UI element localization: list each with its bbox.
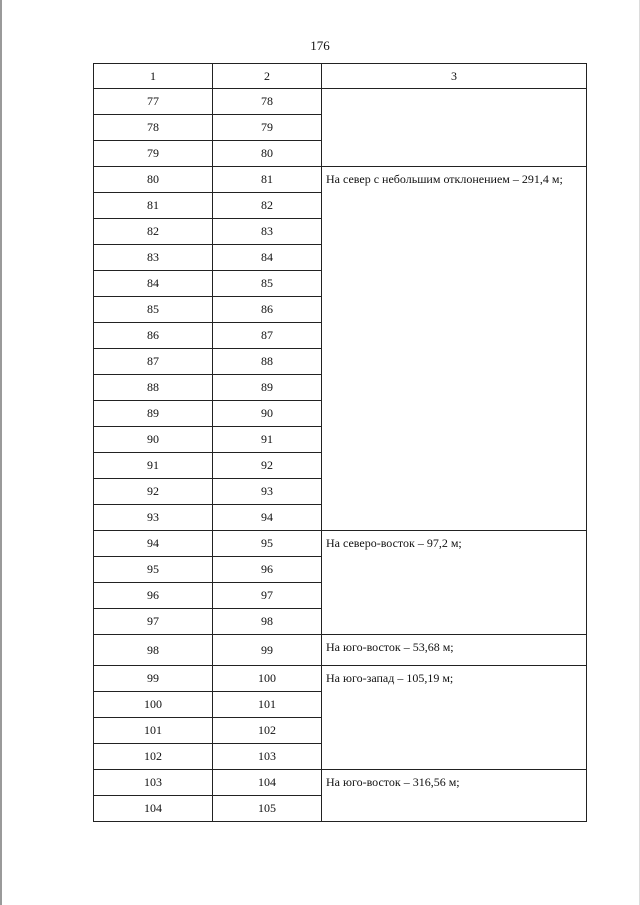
point-to-cell: 82 [213, 193, 322, 219]
point-to-cell: 78 [213, 89, 322, 115]
point-from-cell: 78 [94, 115, 213, 141]
direction-description-cell [322, 89, 587, 167]
point-from-cell: 90 [94, 427, 213, 453]
point-to-cell: 83 [213, 219, 322, 245]
point-to-cell: 94 [213, 505, 322, 531]
point-from-cell: 100 [94, 692, 213, 718]
point-from-cell: 98 [94, 635, 213, 666]
point-to-cell: 87 [213, 323, 322, 349]
point-to-cell: 92 [213, 453, 322, 479]
point-from-cell: 96 [94, 583, 213, 609]
point-from-cell: 104 [94, 796, 213, 822]
point-from-cell: 91 [94, 453, 213, 479]
point-from-cell: 95 [94, 557, 213, 583]
point-to-cell: 85 [213, 271, 322, 297]
direction-description-cell: На юго-восток – 316,56 м; [322, 770, 587, 822]
table-row [94, 89, 587, 115]
point-to-cell: 103 [213, 744, 322, 770]
point-from-cell: 82 [94, 219, 213, 245]
point-from-cell: 77 [94, 89, 213, 115]
direction-description-cell: На север с небольшим отклонением – 291,4 м; [322, 167, 587, 531]
scan-edge-left [0, 0, 2, 905]
point-from-cell: 80 [94, 167, 213, 193]
point-to-cell: 95 [213, 531, 322, 557]
point-to-cell: 98 [213, 609, 322, 635]
point-from-cell: 81 [94, 193, 213, 219]
point-to-cell: 97 [213, 583, 322, 609]
point-from-cell: 93 [94, 505, 213, 531]
point-to-cell: 81 [213, 167, 322, 193]
column-header: 1 [94, 64, 213, 89]
point-from-cell: 84 [94, 271, 213, 297]
point-to-cell: 79 [213, 115, 322, 141]
direction-description-cell: На юго-восток – 53,68 м; [322, 635, 587, 666]
direction-description-cell: На северо-восток – 97,2 м; [322, 531, 587, 635]
table-body [94, 89, 587, 822]
table-row [94, 666, 587, 692]
point-from-cell: 92 [94, 479, 213, 505]
point-to-cell: 89 [213, 375, 322, 401]
table-row [94, 167, 587, 193]
point-from-cell: 101 [94, 718, 213, 744]
point-to-cell: 88 [213, 349, 322, 375]
point-to-cell: 101 [213, 692, 322, 718]
point-to-cell: 93 [213, 479, 322, 505]
point-to-cell: 102 [213, 718, 322, 744]
point-to-cell: 90 [213, 401, 322, 427]
point-to-cell: 86 [213, 297, 322, 323]
table-header-row [94, 64, 587, 89]
point-to-cell: 100 [213, 666, 322, 692]
point-from-cell: 85 [94, 297, 213, 323]
point-from-cell: 88 [94, 375, 213, 401]
point-from-cell: 86 [94, 323, 213, 349]
table-row [94, 770, 587, 796]
direction-description-cell: На юго-запад – 105,19 м; [322, 666, 587, 770]
page-number: 176 [310, 38, 330, 53]
point-to-cell: 96 [213, 557, 322, 583]
point-from-cell: 79 [94, 141, 213, 167]
table-row [94, 531, 587, 557]
point-from-cell: 99 [94, 666, 213, 692]
point-from-cell: 83 [94, 245, 213, 271]
point-from-cell: 89 [94, 401, 213, 427]
point-from-cell: 97 [94, 609, 213, 635]
point-to-cell: 99 [213, 635, 322, 666]
column-header: 3 [322, 64, 587, 89]
point-from-cell: 94 [94, 531, 213, 557]
boundary-table [93, 63, 587, 822]
point-to-cell: 84 [213, 245, 322, 271]
point-to-cell: 80 [213, 141, 322, 167]
column-header: 2 [213, 64, 322, 89]
point-from-cell: 103 [94, 770, 213, 796]
point-from-cell: 102 [94, 744, 213, 770]
point-to-cell: 91 [213, 427, 322, 453]
point-from-cell: 87 [94, 349, 213, 375]
table-row [94, 635, 587, 666]
point-to-cell: 104 [213, 770, 322, 796]
point-to-cell: 105 [213, 796, 322, 822]
